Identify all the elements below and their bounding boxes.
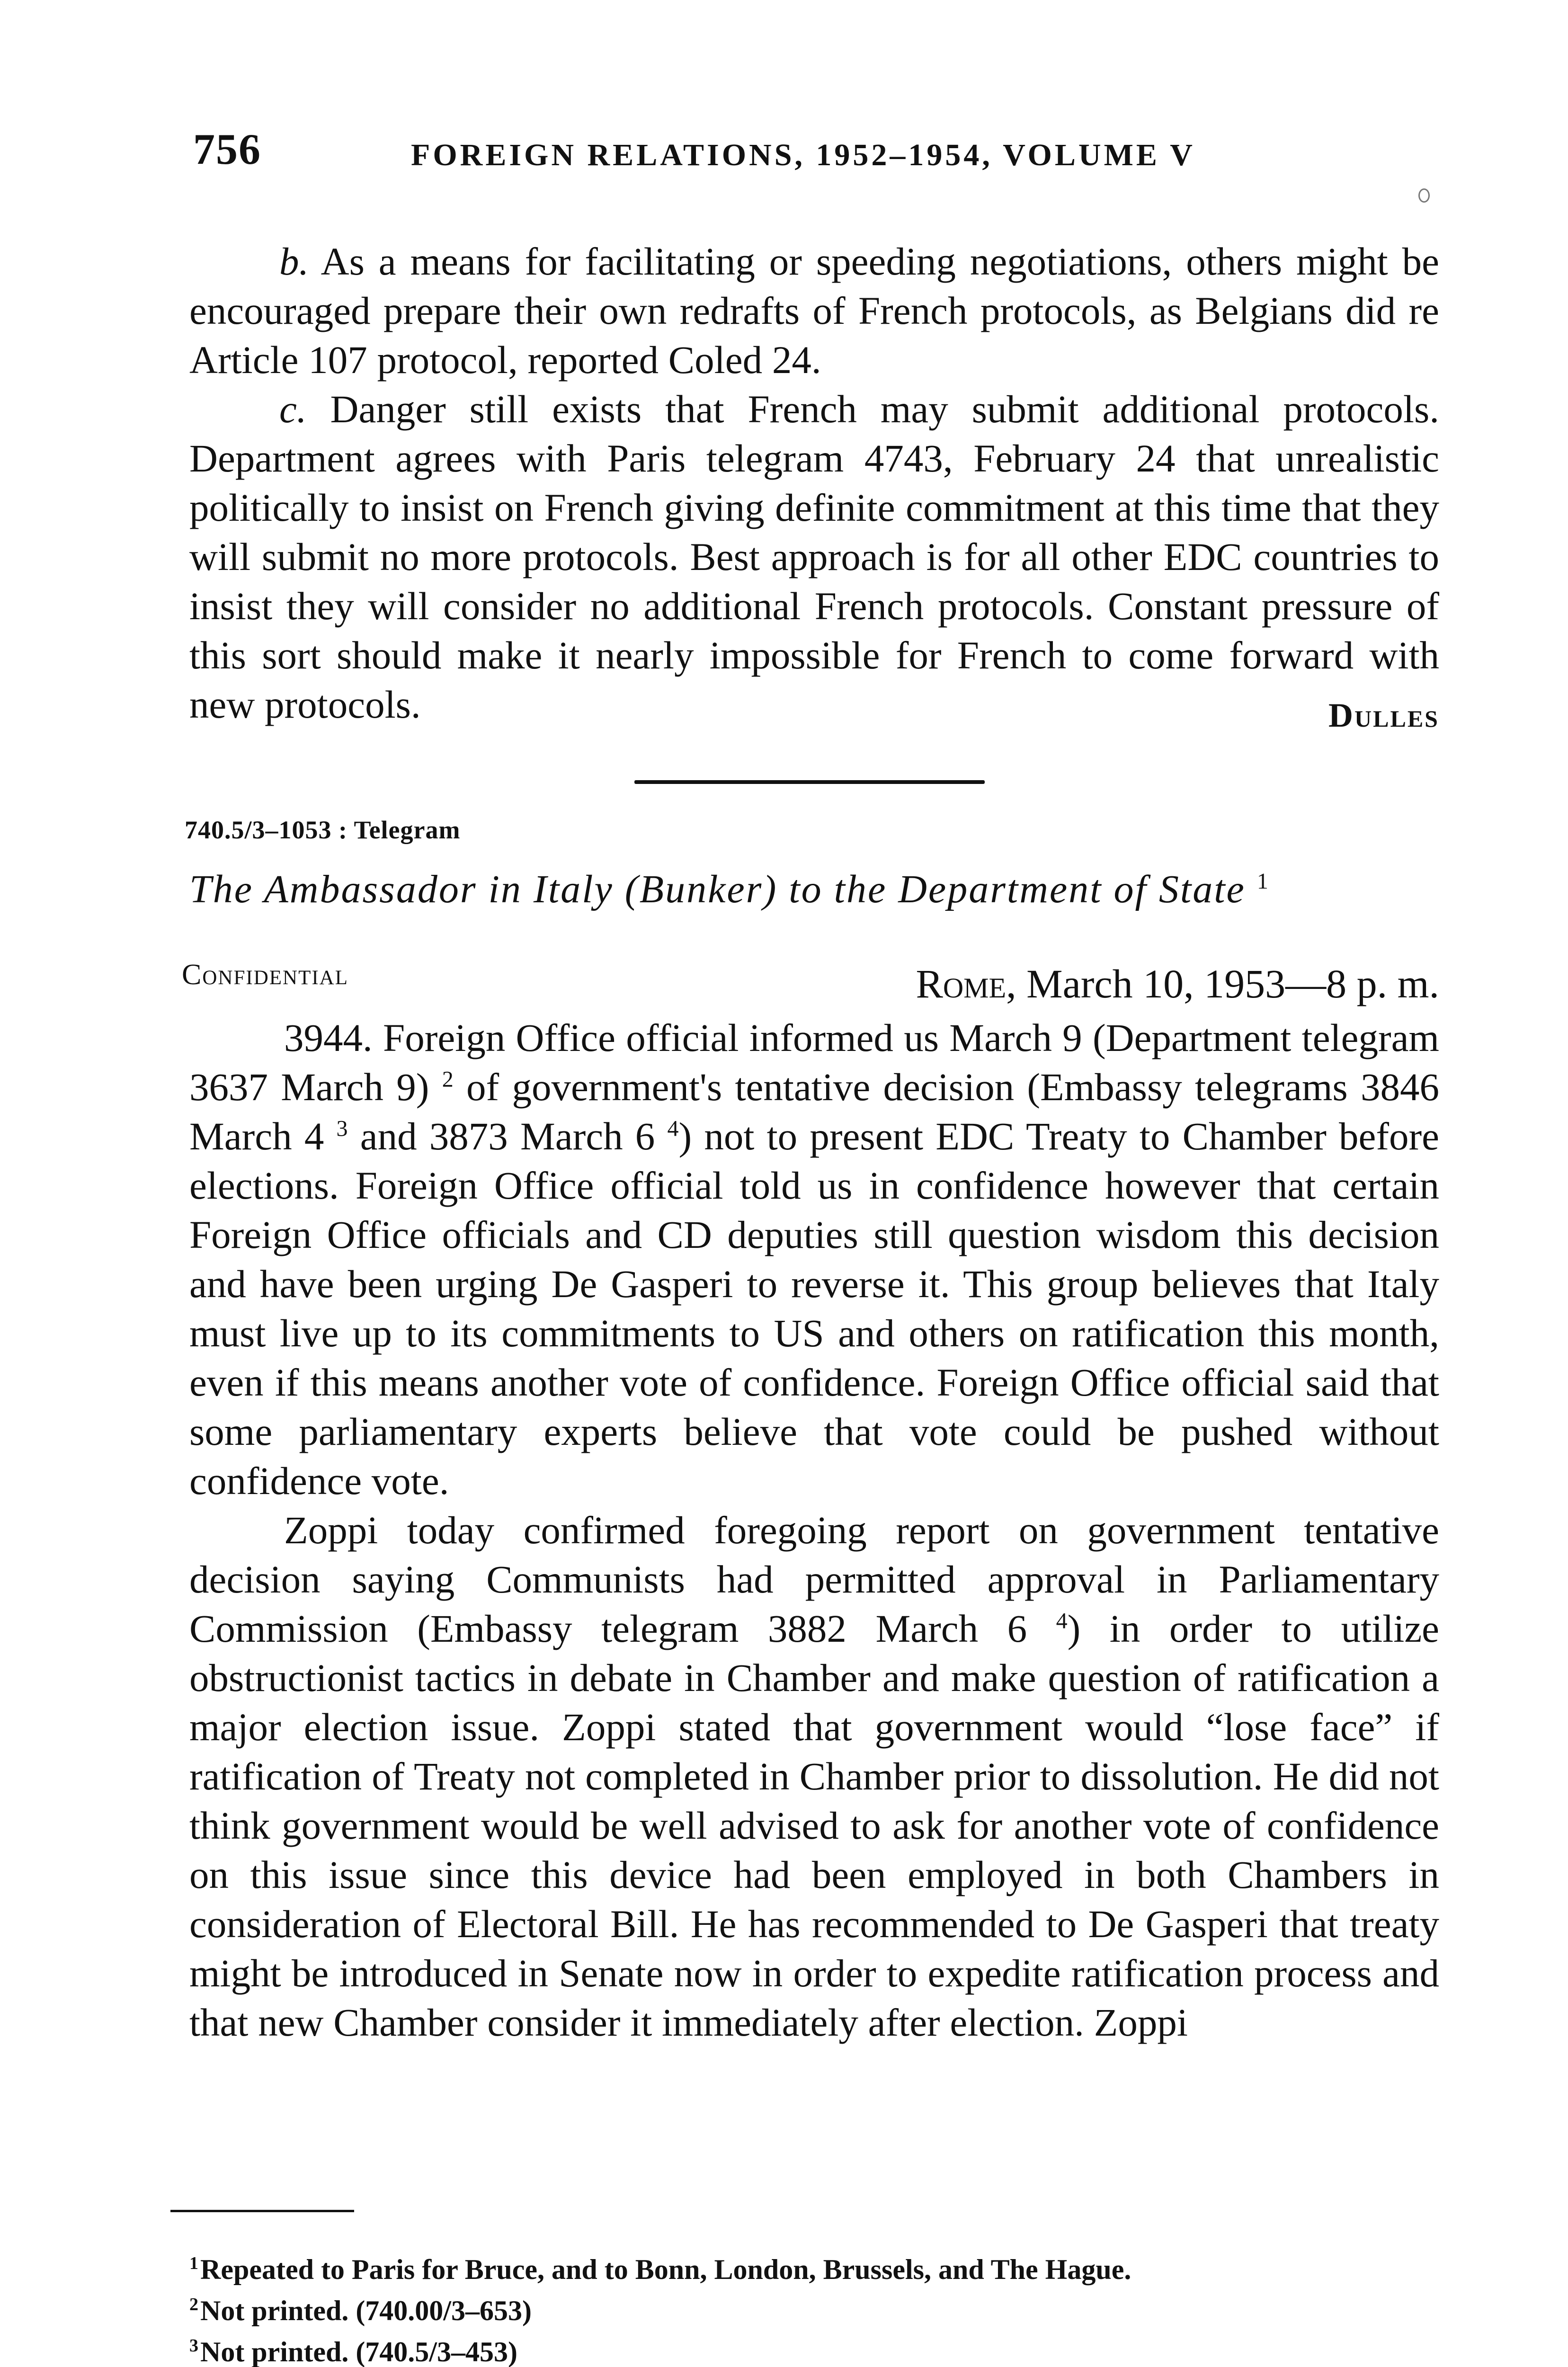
continued-text [189,237,1439,729]
footnote-2-text: Not printed. (740.00/3–653) [200,2295,532,2326]
footnote-1-text: Repeated to Paris for Bruce, and to Bonn, London, Brussels, and The Hague. [200,2254,1131,2285]
footnote-3-mark: 3 [189,2336,198,2356]
telegram-paragraph-1 [189,1013,1439,1505]
title-footnote-ref: 1 [1256,869,1270,894]
section-separator [634,780,985,784]
footnote-3 [189,2328,1439,2367]
print-speck [1418,188,1430,203]
page-number: 756 [193,125,261,173]
footnote-rule [170,2210,354,2212]
paragraph-b [189,237,1439,384]
dateline [916,960,1439,1007]
telegram-paragraph-2 [189,1505,1439,2047]
dateline-date: March 10, 1953—8 p. m. [1026,961,1439,1006]
document-title [189,866,1439,912]
signature-dulles: Dulles [1328,696,1439,734]
dateline-place: Rome, [916,961,1016,1006]
footnote-ref-4b: 4 [1056,1608,1068,1634]
paragraph-c-label: c. [279,387,307,431]
telegram-body [189,1013,1439,2047]
para1-text-a: 3944. Foreign Office official informed us March 9 (Department telegram 3637 March 9) [189,1016,1439,1109]
footnote-ref-2: 2 [442,1067,454,1092]
footnote-3-text: Not printed. (740.5/3–453) [200,2336,517,2367]
page-header [193,124,1443,181]
footnote-1-mark: 1 [189,2253,198,2273]
paragraph-b-label: b. [279,240,309,283]
para1-text-d: ) not to present EDC Treaty to Chamber before elections. Foreign Office official told us in confidence however that certain Foreign Office officials and CD deputies still question wisdom this decision and have been urging De Gasperi to reverse it. This group believes that Italy must live up to its commitments to US and others on ratification this month, even if this means another vote of confidence. Foreign Office official said that some parliamentary experts believe that vote could be pushed without confidence vote. [189,1114,1439,1503]
running-head: FOREIGN RELATIONS, 1952–1954, VOLUME V [411,138,1195,172]
file-number: 740.5/3–1053 : Telegram [185,816,461,844]
para2-text-b: ) in order to utilize obstructionist tactics in debate in Chamber and make question of ratification a major election issue. Zoppi stated that government would “lose face” if ratification of Treaty not completed in Chamber prior to dissolution. He did not think government would be well advised to ask for another vote of confidence on this issue since this device had been employed in both Chambers in consideration of Electoral Bill. He has recommended to De Gasperi that treaty might be introduced in Senate now in order to expedite ratification process and that new Chamber consider it immediately after election. Zoppi [189,1607,1439,2044]
footnote-2 [189,2287,1439,2328]
footnote-ref-4: 4 [667,1116,679,1141]
footnote-ref-3: 3 [336,1116,348,1141]
footnotes [189,2246,1439,2367]
classification: Confidential [182,959,348,991]
paragraph-c [189,384,1439,729]
para1-text-c: and 3873 March 6 [360,1114,655,1158]
document-title-text: The Ambassador in Italy (Bunker) to the Department of State [189,867,1246,911]
footnote-2-mark: 2 [189,2295,198,2314]
footnote-1 [189,2246,1439,2287]
para2-text-a: Zoppi today confirmed foregoing report on government tentative decision saying Communists had permitted approval in Parliamentary Commission (Embassy telegram 3882 March 6 [189,1508,1439,1650]
para1-text-b: of government's tentative decision (Embassy telegrams 3846 March 4 [189,1065,1440,1158]
paragraph-b-text: As a means for facilitating or speeding negotiations, others might be encouraged prepare their own redrafts of French protocols, as Belgians did re Article 107 protocol, reported Coled 24. [189,240,1439,382]
paragraph-c-text: Danger still exists that French may submit additional protocols. Department agrees with Paris telegram 4743, February 24 that unrealistic politically to insist on French giving definite commitment at this time that they will submit no more protocols. Best approach is for all other EDC countries to insist they will consider no additional French protocols. Constant pressure of this sort should make it nearly impossible for French to come forward with new protocols. [189,387,1439,726]
